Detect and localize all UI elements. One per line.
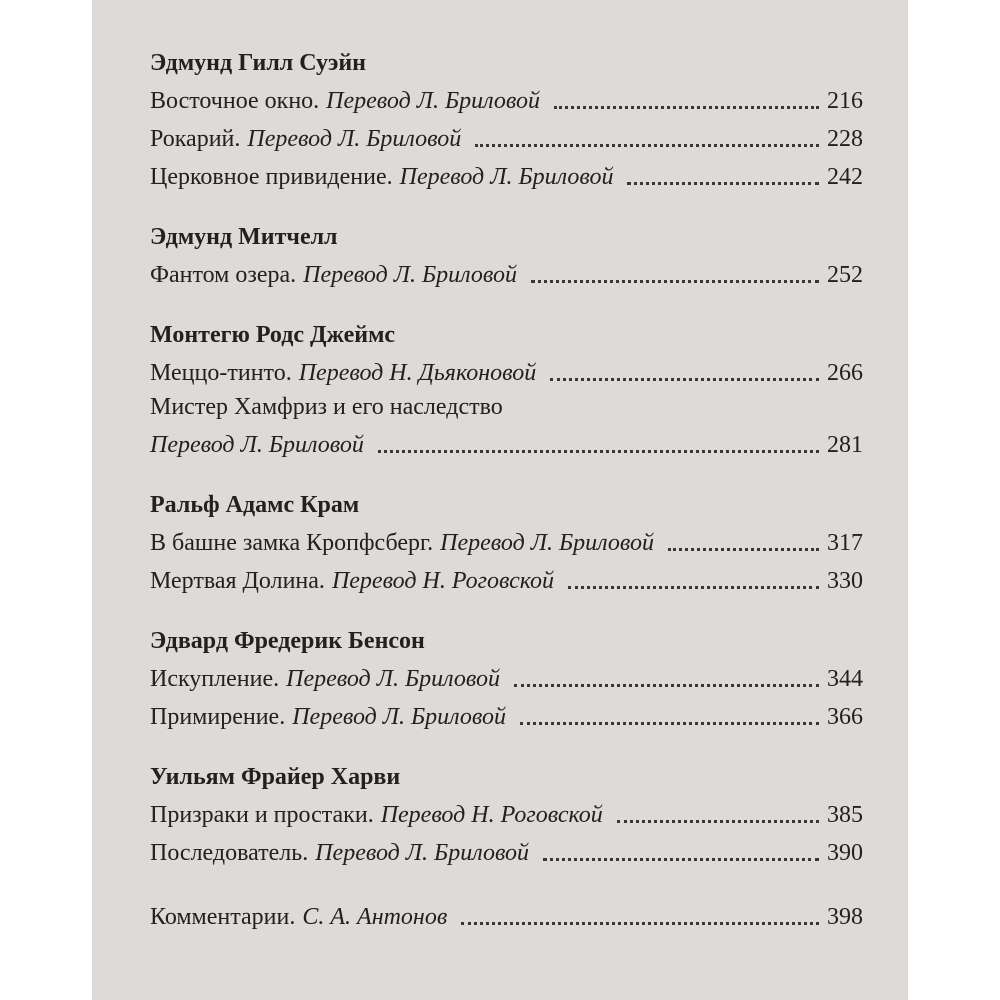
entry-translator: Перевод Н. Роговской [331,568,555,594]
entry-title: Искупление. [150,666,280,692]
entry-page-number: 330 [827,568,863,594]
dot-leader [531,279,819,283]
dot-leader [568,585,819,589]
entry-title: Меццо-тинто. [150,360,292,386]
entry-title: Последователь. [150,840,309,866]
entry-translator: Перевод Л. Бриловой [303,262,517,288]
entry-title[interactable]: Мистер Хамфриз и его наследство [150,394,503,420]
dot-leader [543,857,819,861]
dot-leader [514,683,819,687]
entry-title: В башне замка Кропфсберг. [150,530,434,556]
entry-translator: Перевод Л. Бриловой [292,704,507,730]
entry-translator: Перевод Н. Дьяконовой [298,360,537,386]
toc-entry[interactable] [150,522,863,560]
dot-leader [378,449,819,453]
entry-page-number: 228 [827,126,863,152]
toc-entry[interactable] [150,118,863,156]
entry-translator: Перевод Л. Бриловой [286,666,500,692]
author-heading: Эдмунд Гилл Суэйн [150,50,367,76]
entry-page-number: 398 [827,904,863,930]
author-heading: Ральф Адамс Крам [150,492,360,518]
entry-title: Рокарий. [150,126,241,152]
toc-entry[interactable] [150,156,863,194]
dot-leader [475,143,819,147]
entry-page-number: 344 [827,666,863,692]
entry-translator: Перевод Л. Бриловой [247,126,462,152]
entry-page-number: 216 [827,88,863,114]
entry-page-number: 242 [827,164,863,190]
entry-translator: Перевод Н. Роговской [380,802,603,828]
dot-leader [617,819,819,823]
toc-entry-commentary[interactable] [150,896,863,934]
author-heading: Эдвард Фредерик Бенсон [150,628,425,654]
author-heading: Эдмунд Митчелл [150,224,338,250]
entry-page-number: 366 [827,704,863,730]
entry-page-number: 266 [827,360,863,386]
entry-title: Примирение. [150,704,286,730]
toc-entry[interactable] [150,254,863,292]
entry-translator: Перевод Л. Бриловой [440,530,654,556]
dot-leader [550,377,819,381]
entry-page-number: 252 [827,262,863,288]
entry-title: Комментарии. [150,904,296,930]
toc-entry[interactable] [150,696,863,734]
dot-leader [668,547,819,551]
entry-title: Церковное привидение. [150,164,393,190]
book-page [92,0,908,1000]
entry-title: Призраки и простаки. [150,802,374,828]
entry-page-number: 281 [827,432,863,458]
author-heading: Уильям Фрайер Харви [150,764,401,790]
dot-leader [554,105,819,109]
entry-translator: Перевод Л. Бриловой [399,164,614,190]
entry-author: С. А. Антонов [302,904,448,930]
toc-entry[interactable] [150,832,863,870]
author-heading: Монтегю Родс Джеймс [150,322,396,348]
toc-entry[interactable] [150,80,863,118]
toc-entry[interactable] [150,560,863,598]
entry-translator: Перевод Л. Бриловой [315,840,530,866]
toc-entry[interactable] [150,352,863,390]
entry-translator: Перевод Л. Бриловой [150,432,364,458]
entry-translator: Перевод Л. Бриловой [326,88,541,114]
dot-leader [520,721,819,725]
entry-page-number: 385 [827,802,863,828]
entry-title: Фантом озера. [150,262,297,288]
dot-leader [627,181,819,185]
toc-entry[interactable] [150,794,863,832]
dot-leader [461,921,819,925]
entry-title: Восточное окно. [150,88,320,114]
entry-page-number: 317 [827,530,863,556]
entry-page-number: 390 [827,840,863,866]
toc-entry-continued[interactable] [150,424,863,462]
toc-entry[interactable] [150,658,863,696]
entry-title: Мертвая Долина. [150,568,325,594]
table-of-contents [150,46,863,934]
